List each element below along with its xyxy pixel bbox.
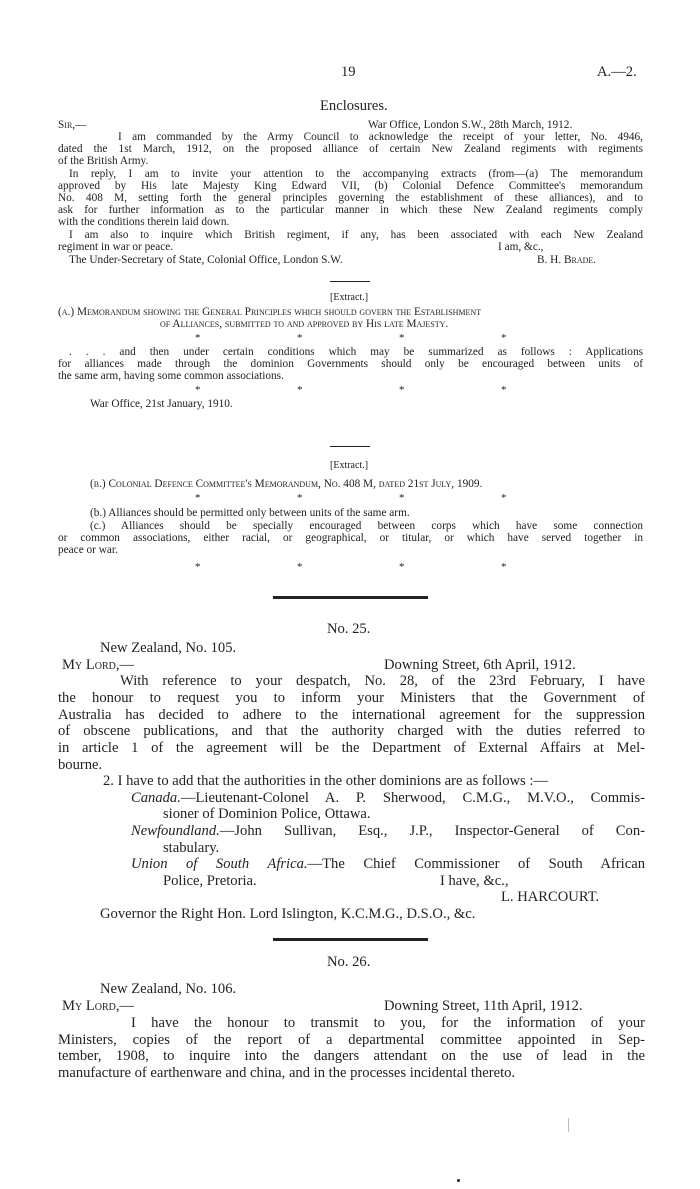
enclosure-signature: B. H. Brade. (537, 254, 597, 266)
extract-b-item-c: or common associations, either racial, or geographical, or titular, or which have served together in (58, 532, 643, 544)
extract-b-item-c: peace or war. (58, 544, 118, 556)
ellipsis-star: * (195, 492, 201, 504)
no25-canada-line1 (131, 790, 645, 807)
enclosure-addressee: The Under-Secretary of State, Colonial Office, London S.W. (69, 254, 343, 266)
ellipsis-star: * (195, 332, 201, 344)
no26-p1-line: Ministers, copies of the report of a departmental committee appointed in Sep- (58, 1032, 645, 1048)
ellipsis-star: * (501, 561, 507, 573)
page-number: 19 (341, 64, 356, 80)
ellipsis-star: * (399, 561, 405, 573)
no25-p1-line: Australia has decided to adhere to the international agreement for the suppression (58, 707, 645, 723)
no25-closing: I have, &c., (440, 873, 509, 889)
no25-southafrica-line1 (131, 856, 645, 873)
no26-p1-line: I have the honour to transmit to you, for the information of your (131, 1015, 645, 1031)
extract-a-title: (a.) Memorandum showing the General Principles which should govern the Establishment (58, 306, 482, 318)
no25-p2: 2. I have to add that the authorities in the other dominions are as follows :— (103, 773, 549, 789)
ellipsis-star: * (399, 332, 405, 344)
enclosure-closing: I am, &c., (498, 241, 544, 253)
enclosure-salutation: Sir,— (58, 119, 87, 131)
no25-heading: No. 25. (327, 621, 371, 637)
extract-b-item-c: (c.) Alliances should be specially encouraged between corps which have some connection (90, 520, 643, 532)
separator-rule (330, 281, 370, 282)
enclosure-p1-line: of the British Army. (58, 155, 149, 167)
no26-ref: New Zealand, No. 106. (100, 981, 237, 997)
ellipsis-star: * (297, 384, 303, 396)
enclosure-p2-line: with the conditions therein laid down. (58, 216, 230, 228)
extract-a-footer: War Office, 21st January, 1910. (90, 398, 233, 410)
ellipsis-star: * (399, 492, 405, 504)
ellipsis-star: * (501, 332, 507, 344)
ellipsis-star: * (195, 561, 201, 573)
extract-a-label: [Extract.] (330, 292, 369, 303)
ellipsis-star: * (195, 384, 201, 396)
ellipsis-star: * (501, 492, 507, 504)
ellipsis-star: * (297, 561, 303, 573)
canada-label: Canada. (131, 790, 181, 806)
no25-p1-line: With reference to your despatch, No. 28, of the 23rd February, I have (120, 673, 645, 689)
enclosure-p2-line: In reply, I am to invite your attention to the accompanying extracts (from—(a) The memorandum (69, 168, 643, 180)
no26-dateline: Downing Street, 11th April, 1912. (384, 998, 583, 1014)
enclosure-dateline: War Office, London S.W., 28th March, 1912. (368, 119, 573, 131)
extract-a-body: . . . and then under certain conditions which may be summarized as follows : Applications (69, 346, 643, 358)
section-rule (273, 596, 428, 599)
no25-p1-line: bourne. (58, 757, 103, 773)
extract-b-item-b: (b.) Alliances should be permitted only between units of the same arm. (90, 507, 410, 519)
extract-b-title: (b.) Colonial Defence Committee's Memorandum, No. 408 M, dated 21st July, 1909. (90, 478, 483, 490)
southafrica-label: Union of South Africa. (131, 856, 308, 872)
ellipsis-star: * (297, 492, 303, 504)
southafrica-text: —The Chief Commissioner of South African (307, 856, 645, 872)
no25-p1-line: the honour to request you to inform your Ministers that the Government of (58, 690, 645, 706)
no26-heading: No. 26. (327, 954, 371, 970)
enclosure-p2-line: approved by His late Majesty King Edward VII, (b) Colonial Defence Committee's memorandum (58, 180, 643, 192)
enclosure-p3-line: I am also to inquire which British regiment, if any, has been associated with each New Zealand (69, 229, 643, 241)
no26-salutation: My Lord,— (62, 998, 135, 1014)
no25-newfoundland-line1 (131, 823, 645, 840)
extract-b-label: [Extract.] (330, 460, 369, 471)
separator-rule (330, 446, 370, 447)
no25-p1-line: in article 1 of the agreement will be the Department of External Affairs at Mel- (58, 740, 645, 756)
scan-dot (457, 1179, 460, 1182)
no25-salutation: My Lord,— (62, 657, 135, 673)
no25-southafrica-line2: Police, Pretoria. (163, 873, 257, 889)
newfoundland-label: Newfoundland. (131, 823, 220, 839)
scan-mark (568, 1118, 569, 1132)
no25-signature: L. HARCOURT. (501, 889, 600, 905)
newfoundland-text: —John Sullivan, Esq., J.P., Inspector-General of Con- (219, 823, 645, 839)
no25-dateline: Downing Street, 6th April, 1912. (384, 657, 576, 673)
no25-p1-line: of obscene publications, and that the authority charged with the duties referred to (58, 723, 645, 739)
enclosures-heading: Enclosures. (320, 98, 388, 114)
no26-p1-line: tember, 1908, to inquire into the dangers attendant on the use of lead in the (58, 1048, 645, 1064)
no25-ref: New Zealand, No. 105. (100, 640, 237, 656)
extract-a-body: the same arm, having some common associations. (58, 370, 284, 382)
canada-text: —Lieutenant-Colonel A. P. Sherwood, C.M.G., M.V.O., Commis- (180, 790, 645, 806)
enclosure-p2-line: ask for further information as to the particular manner in which these New Zealand regiments comply (58, 204, 643, 216)
no25-addressee: Governor the Right Hon. Lord Islington, K.C.M.G., D.S.O., &c. (100, 906, 476, 922)
section-rule (273, 938, 428, 941)
document-code: A.—2. (597, 64, 637, 80)
extract-a-body: for alliances made through the dominion Governments should only be encouraged between units of (58, 358, 643, 370)
no25-canada-line2: sioner of Dominion Police, Ottawa. (163, 806, 371, 822)
enclosure-p1-line: dated the 1st March, 1912, on the proposed alliance of certain New Zealand regiments with regiments (58, 143, 643, 155)
enclosure-p2-line: No. 408 M, setting forth the general principles governing the establishment of these alliances), and to (58, 192, 643, 204)
enclosure-p1-line: I am commanded by the Army Council to acknowledge the receipt of your letter, No. 4946, (118, 131, 643, 143)
ellipsis-star: * (297, 332, 303, 344)
no26-p1-line: manufacture of earthenware and china, and in the processes incidental thereto. (58, 1065, 516, 1081)
ellipsis-star: * (399, 384, 405, 396)
extract-a-title: of Alliances, submitted to and approved by His late Majesty. (160, 318, 449, 330)
no25-newfoundland-line2: stabulary. (163, 840, 220, 856)
ellipsis-star: * (501, 384, 507, 396)
enclosure-p3-line: regiment in war or peace. (58, 241, 174, 253)
